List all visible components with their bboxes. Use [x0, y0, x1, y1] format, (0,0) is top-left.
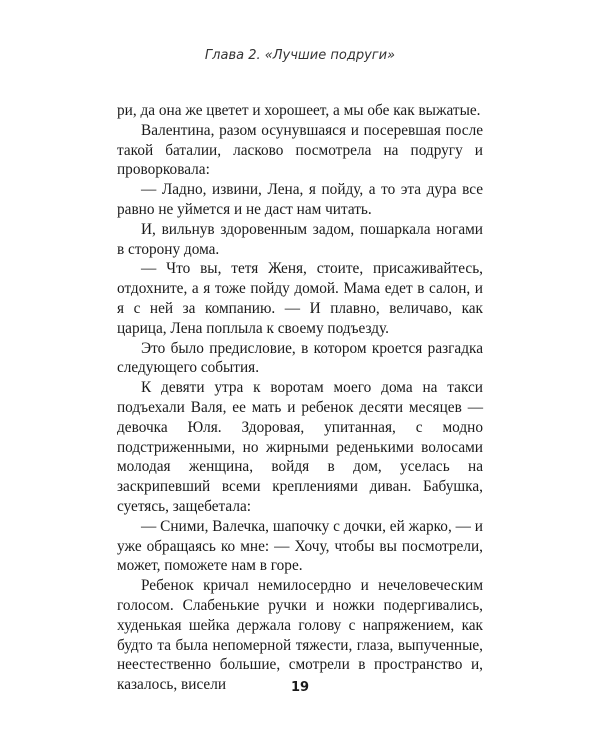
paragraph-dialogue: — Что вы, тетя Женя, стоите, присаживайтесь, отдохните, а я тоже пойду домой. Мама едет в салон, и я с ней за компанию. — И плавно, величаво, как царица, Лена поплыла к своему подъезду.	[117, 260, 483, 337]
paragraph-dialogue: — Сними, Валечка, шапочку с дочки, ей жарко, — и уже обращаясь ко мне: — Хочу, чтобы вы посмотрели, может, поможете нам в горе.	[117, 517, 483, 575]
paragraph: Ребенок кричал немилосердно и нечеловеческим голосом. Слабенькие ручки и ножки подергивались, худенькая шейка держала голову с напряжением, как будто та была непомерной тяжести, глаза, выпученные, неестественно большие, смотрели в пространство и, казалось, висели	[117, 577, 483, 694]
paragraph: И, вильнув здоровенным задом, пошаркала ногами в сторону дома.	[117, 220, 483, 258]
page-number: 19	[290, 680, 310, 695]
paragraph-dialogue: — Ладно, извини, Лена, я пойду, а то эта дура все равно не уймется и не даст нам читать.	[117, 181, 483, 218]
body-text	[117, 101, 483, 695]
running-head: Глава 2. «Лучшие подруги»	[204, 48, 396, 63]
paragraph: Валентина, разом осунувшаяся и посеревшая после такой баталии, ласково посмотрела на подругу и проворковала:	[117, 121, 483, 179]
paragraph-continuation: ри, да она же цветет и хорошеет, а мы обе как выжатые.	[117, 102, 481, 119]
paragraph: Это было предисловие, в котором кроется разгадка следующего события.	[117, 339, 483, 377]
paragraph: К девяти утра к воротам моего дома на такси подъехали Валя, ее мать и ребенок десяти месяцев — девочка Юля. Здоровая, упитанная, с модно подстриженными, но жирными реденькими волосами молодая женщина, войдя в дом, уселась на заскрипевший всеми креплениями диван. Бабушка, суетясь, защебетала:	[117, 379, 483, 515]
